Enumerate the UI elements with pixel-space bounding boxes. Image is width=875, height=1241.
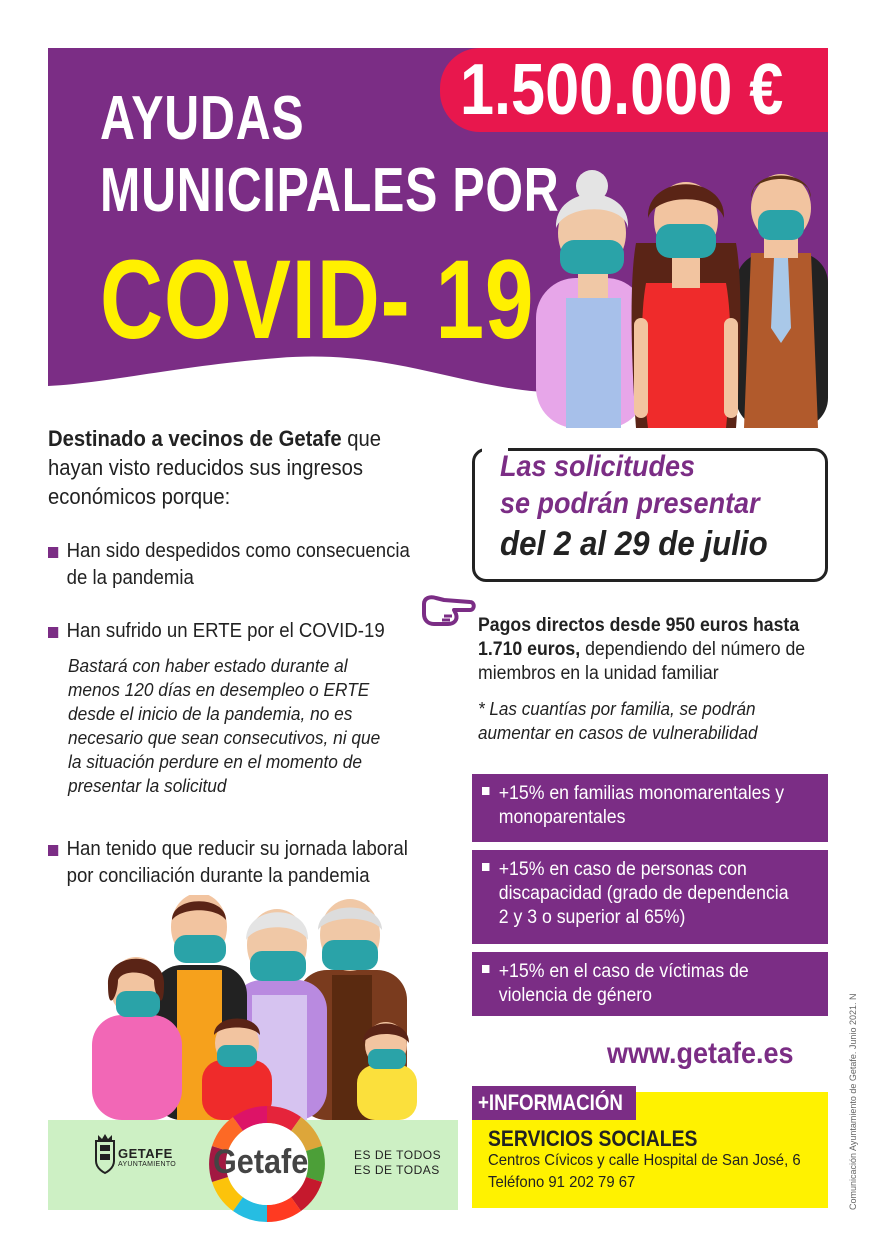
website-link[interactable]: www.getafe.es	[607, 1037, 794, 1070]
title-line-2: MUNICIPALES POR	[100, 156, 560, 225]
increment-box	[472, 774, 828, 842]
payments-paragraph	[478, 614, 813, 686]
increment-box	[472, 952, 828, 1016]
payments-note: * Las cuantías por familia, se podrán aumentar en casos de vulnerabilidad	[478, 699, 758, 743]
intro-rest: que hayan visto reducidos sus ingresos económicos porque:	[48, 426, 381, 509]
criteria-item	[48, 618, 420, 645]
increment-line: +15% en caso de personas con	[482, 859, 747, 880]
increment-line: +15% en el caso de víctimas de	[482, 961, 749, 982]
payments-rest: dependiendo del número de miembros en la unidad familiar	[478, 639, 806, 684]
increment-box	[472, 850, 828, 944]
credit-text: Comunicación Ayuntamiento de Getafe. Junio 2021. N	[848, 993, 858, 1210]
title-line-1: AYUDAS	[100, 84, 305, 153]
ayuntamiento-name: GETAFE	[118, 1146, 173, 1161]
criteria-text: Han sufrido un ERTE por el COVID-19	[66, 620, 385, 642]
dates-line-2: se podrán presentar	[500, 487, 760, 520]
dates-line-1: Las solicitudes	[500, 450, 696, 483]
criteria-text: Han sido despedidos como consecuencia de la pandemia	[66, 540, 410, 589]
ayuntamiento-subtitle: AYUNTAMIENTO	[118, 1161, 177, 1168]
masked-family-illustration	[92, 895, 422, 1120]
bullet-square-icon	[48, 845, 58, 856]
masked-people-illustration	[536, 158, 828, 428]
bullet-square-icon	[482, 965, 489, 973]
slogan-line-2: ES DE TODAS	[354, 1163, 440, 1177]
intro-bold: Destinado a vecinos de Getafe	[48, 426, 342, 451]
criteria-item	[48, 538, 420, 592]
info-phone: Teléfono 91 202 79 67	[488, 1174, 636, 1191]
payments-bold: Pagos directos desde 950 euros hasta 1.710 euros,	[478, 615, 800, 660]
getafe-logo-text: Getafe	[213, 1143, 309, 1181]
increment-line: monoparentales	[498, 807, 626, 828]
bullet-square-icon	[48, 547, 58, 558]
info-label: +INFORMACIÓN	[478, 1090, 623, 1115]
bullet-square-icon	[482, 787, 489, 795]
amount-text: 1.500.000 €	[460, 50, 784, 130]
bullet-square-icon	[482, 863, 489, 871]
increment-line: 2 y 3 o superior al 65%)	[498, 907, 686, 928]
pointing-hand-icon	[420, 590, 476, 632]
intro-paragraph	[48, 424, 434, 511]
dates-range: del 2 al 29 de julio	[500, 525, 768, 563]
title-line-3: COVID- 19	[100, 237, 535, 362]
header-banner	[48, 48, 828, 428]
criteria-item	[48, 836, 420, 890]
erte-note: Bastará con haber estado durante al menos 120 días en desempleo o ERTE desde el inicio de la pandemia, no es necesario que sean consecutivos, ni que la situación perdure en el momento de presentar la solicitud	[68, 656, 381, 796]
bullet-square-icon	[48, 627, 58, 638]
info-title: SERVICIOS SOCIALES	[488, 1126, 698, 1151]
increment-line: violencia de género	[498, 985, 653, 1006]
criteria-text: Han tenido que reducir su jornada laboral por conciliación durante la pandemia	[66, 838, 408, 887]
increment-line: discapacidad (grado de dependencia	[498, 883, 789, 904]
increment-line: +15% en familias monomarentales y	[482, 783, 784, 804]
info-address: Centros Cívicos y calle Hospital de San José, 6	[488, 1152, 801, 1169]
slogan-line-1: ES DE TODOS	[354, 1148, 442, 1162]
